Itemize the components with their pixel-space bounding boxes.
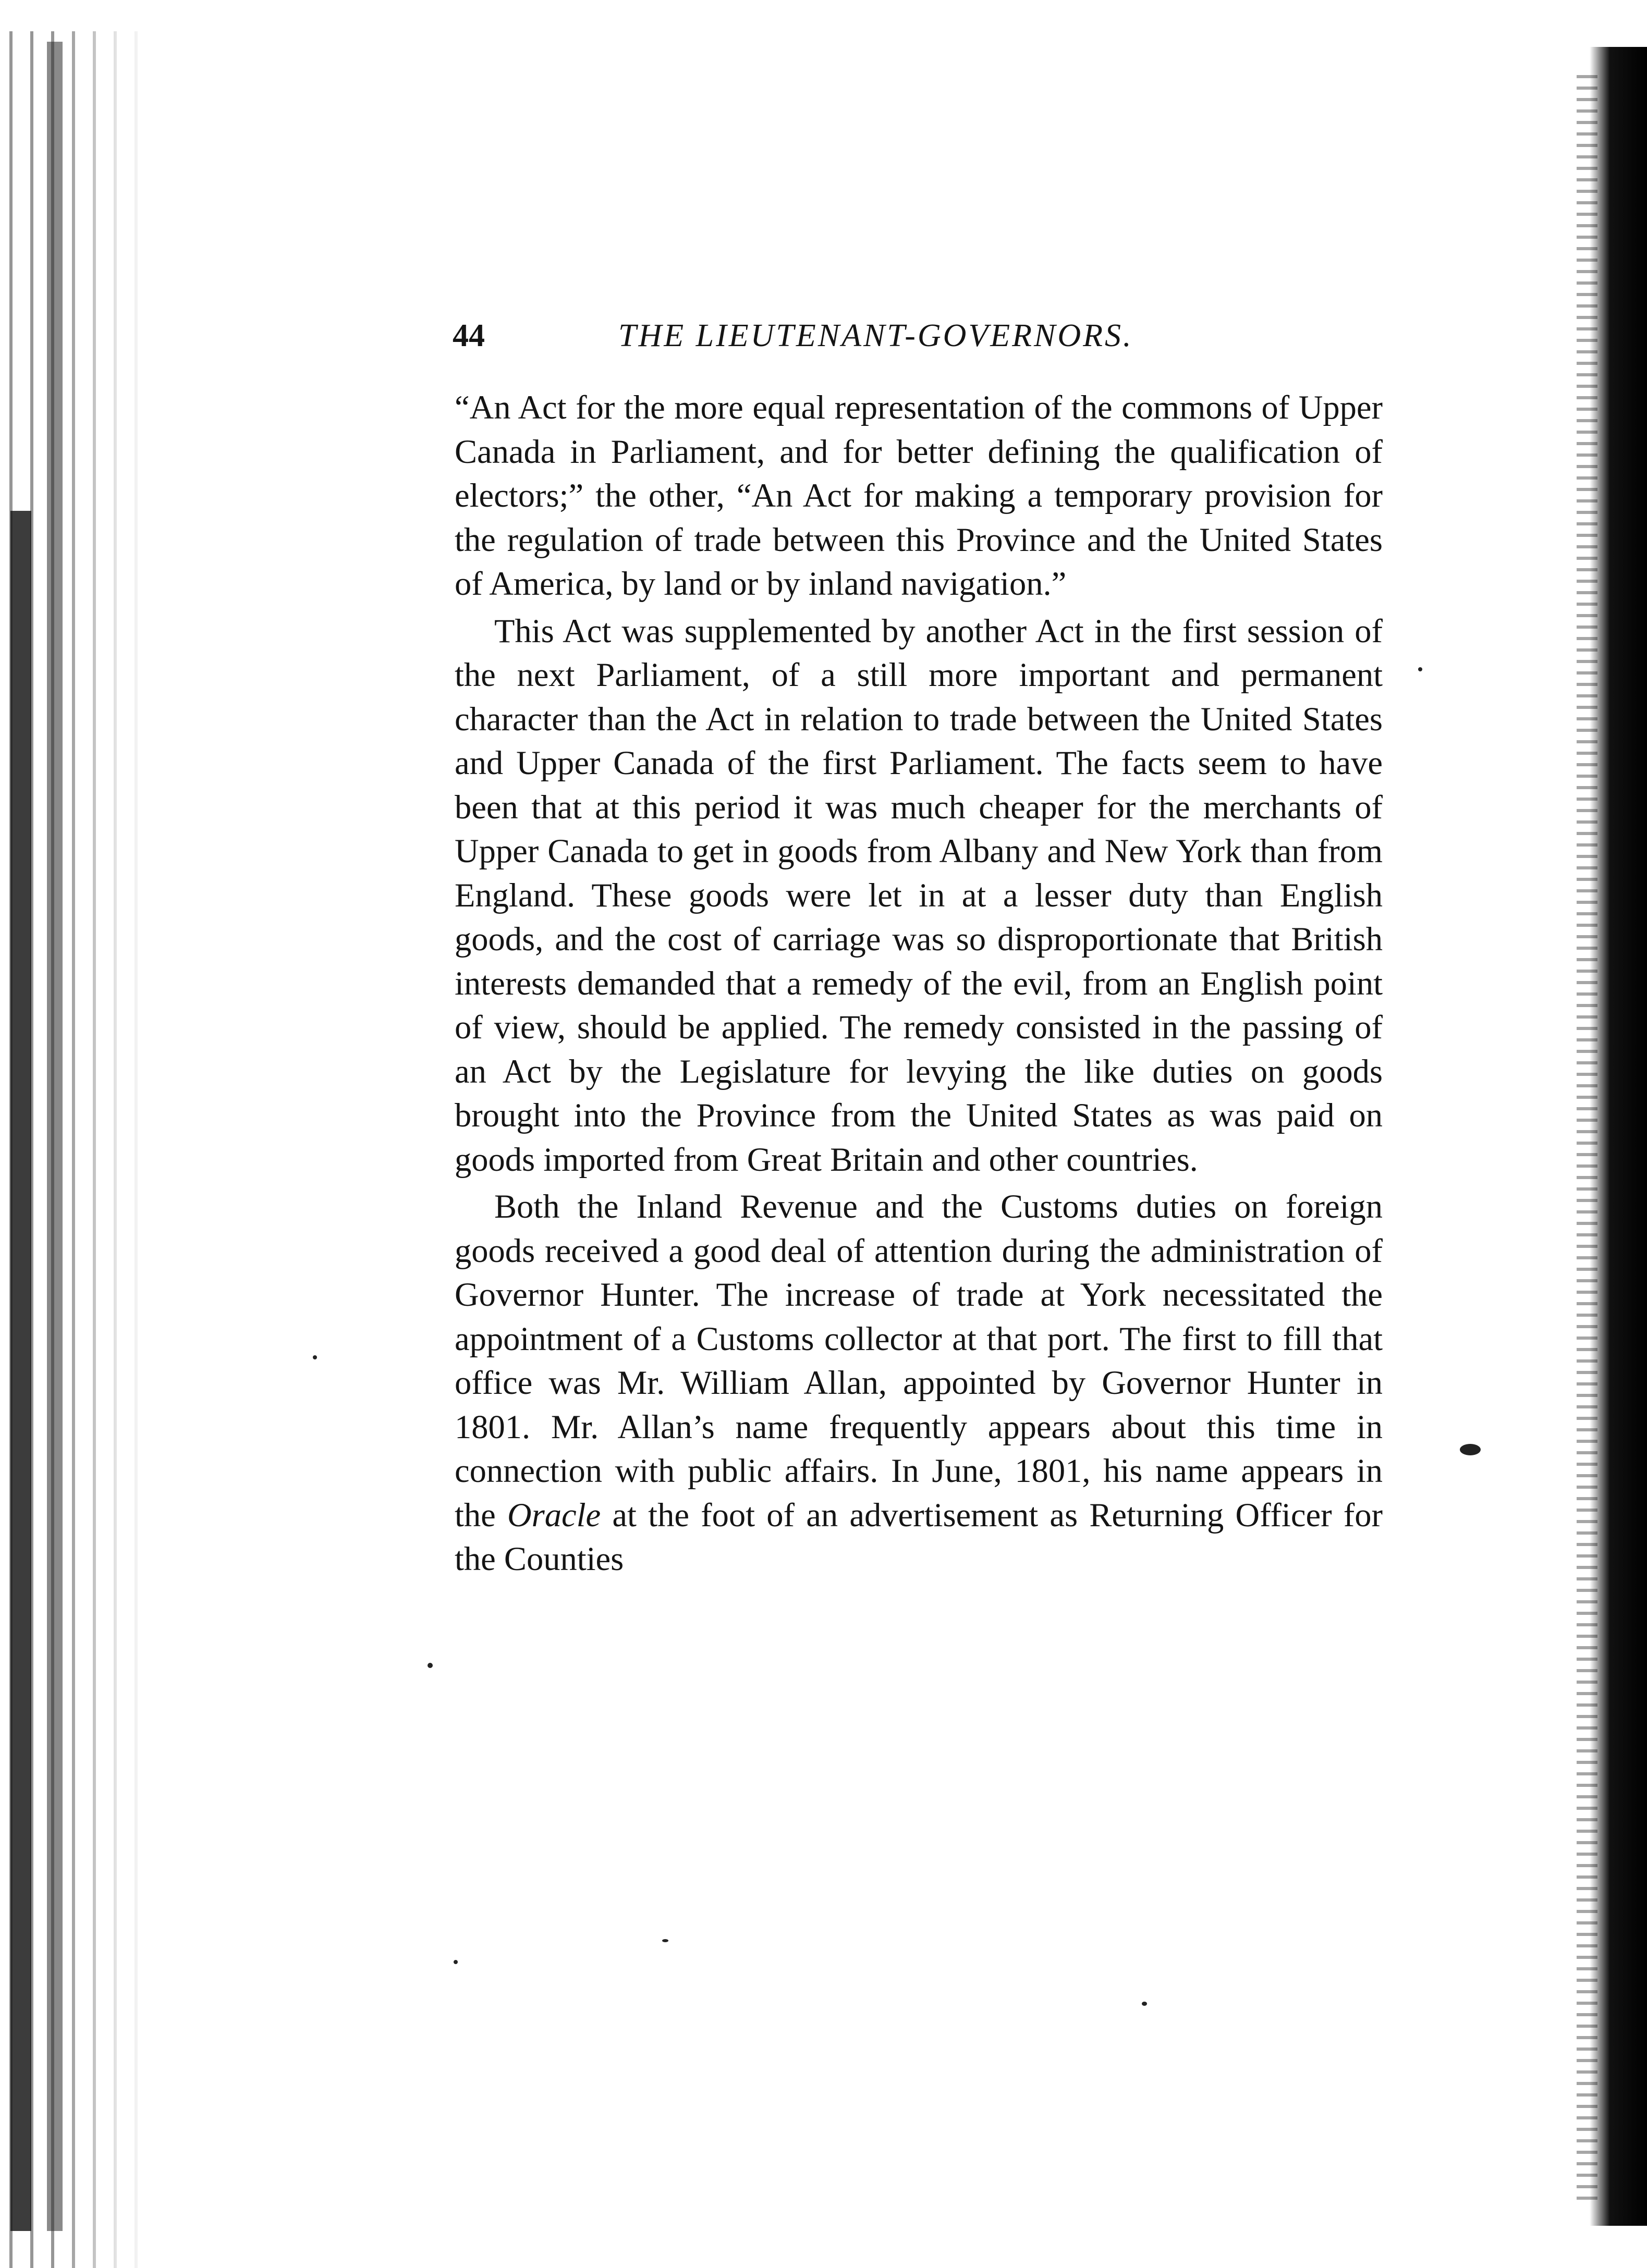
scan-edge-right-texture bbox=[1577, 73, 1597, 2200]
page-number: 44 bbox=[453, 318, 485, 353]
paragraph-text: at the foot of an advertisement as Returning Officer for the Counties bbox=[455, 1496, 1383, 1577]
scan-speck bbox=[313, 1355, 317, 1359]
scan-speck bbox=[1142, 2002, 1147, 2006]
paragraph bbox=[455, 1185, 1383, 1582]
scan-edge-right bbox=[1590, 47, 1647, 2226]
scan-speck bbox=[454, 1960, 458, 1964]
scan-speck bbox=[428, 1663, 433, 1668]
scan-speck bbox=[662, 1939, 668, 1942]
scan-edge-left-shadow bbox=[47, 42, 63, 2231]
paragraph-text: Both the Inland Revenue and the Customs duties on foreign goods received a good deal of attention during the administration of Governor Hunter. The increase of trade at York necessitated the appointment of a Customs collector at that port. The first to fill that office was Mr. William Allan, appointed by Governor Hunter in 1801. Mr. Allan’s name frequently appears about this time in connection with public affairs. In June, 1801, his name appears in the bbox=[455, 1188, 1383, 1534]
scan-speck bbox=[1460, 1444, 1481, 1455]
paragraph bbox=[455, 386, 1383, 606]
body-text bbox=[455, 386, 1383, 1582]
scan-edge-left-bar bbox=[10, 511, 31, 2231]
paragraph bbox=[455, 609, 1383, 1182]
scan-speck bbox=[1418, 667, 1422, 671]
italic-text: Oracle bbox=[507, 1496, 601, 1534]
paragraph-text: This Act was supplemented by another Act in the first session of the next Parliament, of a still more important and permanent character than the Act in relation to trade between the United States and Upper Canada of the first Parliament. The facts seem to have been that at this period it was much cheaper for the merchants of Upper Canada to get in goods from Albany and New York than from England. These goods were let in at a lesser duty than English goods, and the cost of carriage was so disproportionate that British interests demanded that a remedy of the evil, from an English point of view, should be applied. The remedy consisted in the passing of an Act by the Legislature for levying the like duties on goods brought into the Province from the United States as was paid on goods imported from Great Britain and other countries. bbox=[455, 612, 1383, 1178]
paragraph-text: “An Act for the more equal representation of the commons of Upper Canada in Parliament, and for better defining the qualification of electors;” the other, “An Act for making a temporary provision for the regulation of trade between this Province and the United States of America, by land or by inland navigation.” bbox=[455, 389, 1383, 602]
running-title: THE LIEUTENANT-GOVERNORS. bbox=[618, 318, 1133, 353]
running-head bbox=[453, 315, 1382, 357]
